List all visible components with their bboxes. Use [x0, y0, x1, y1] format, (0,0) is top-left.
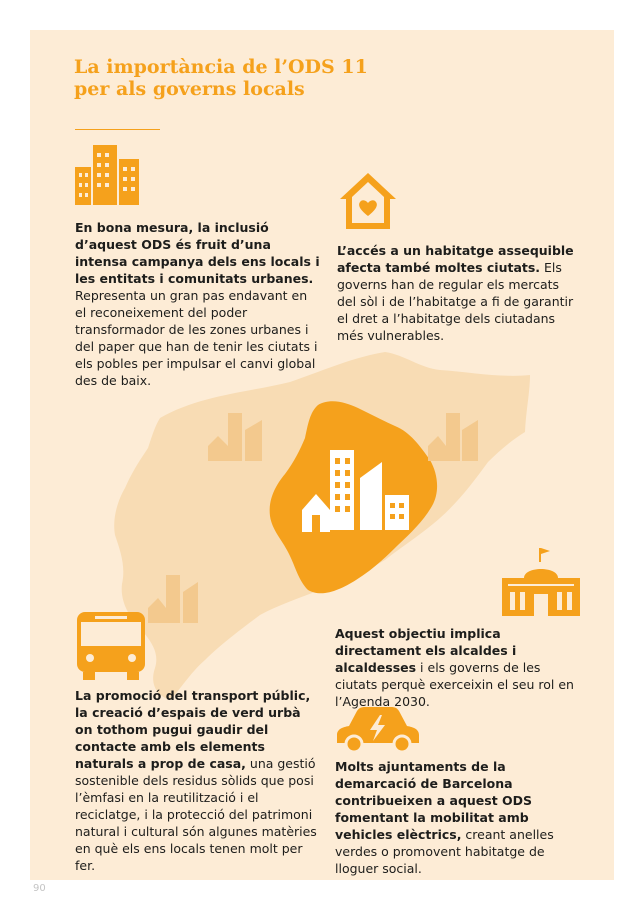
transport-paragraph [75, 687, 320, 874]
inclusion-bold: En bona mesura, la inclusió d’aquest ODS és fruit d’una intensa campanya dels ens locals i les entitats i comunitats urbanes. [75, 220, 320, 286]
housing-paragraph [337, 242, 577, 344]
transport-text: una gestió sostenible dels residus sòlids que posi l’èmfasi en la reutilització i el reciclatge, i la protecció del patrimoni natural i cultural són algunes matèries en què els ens locals tenen molt per fer. [75, 756, 317, 873]
housing-text: Els governs han de regular els mercats del sòl i de l’habitatge a fi de garantir el dret a l’habitatge dels ciutadans més vulnerables. [337, 260, 574, 343]
transport-bold: La promoció del transport públic, la creació d’espais de verd urbà on tothom pugui gaudir del contacte amb els elements naturals a prop de casa, [75, 688, 311, 771]
inclusion-text: Representa un gran pas endavant en el reconeixement del poder transformador de les zones urbanes i del paper que han de tenir les ciutats i els pobles per impulsar el canvi global des de baix. [75, 288, 318, 388]
barcelona-bold: Molts ajuntaments de la demarcació de Barcelona contribueixen a aquest ODS fomentant la mobilitat amb vehicles elèctrics, [335, 759, 533, 842]
title-line-1: La importància de l’ODS 11 [74, 56, 368, 78]
barcelona-text: creant anelles verdes o promovent habitatge de lloguer social. [335, 827, 554, 876]
electric-car-icon [333, 705, 421, 753]
house-heart-icon [337, 170, 399, 232]
title-divider [75, 129, 160, 130]
mayors-paragraph [335, 625, 585, 710]
mayors-bold: Aquest objectiu implica directament els alcaldes i alcaldesses [335, 626, 517, 675]
mayors-text: i els governs de les ciutats perquè exerceixin el seu rol en l’Agenda 2030. [335, 660, 574, 709]
housing-bold: L’accés a un habitatge assequible afecta també moltes ciutats. [337, 243, 574, 275]
inclusion-paragraph [75, 219, 320, 389]
bus-icon [75, 612, 147, 680]
town-hall-icon [502, 548, 580, 616]
page-title [74, 56, 434, 100]
title-line-2: per als governs locals [74, 78, 305, 100]
buildings-icon [75, 145, 139, 205]
barcelona-paragraph [335, 758, 580, 877]
page-number: 90 [33, 883, 46, 894]
